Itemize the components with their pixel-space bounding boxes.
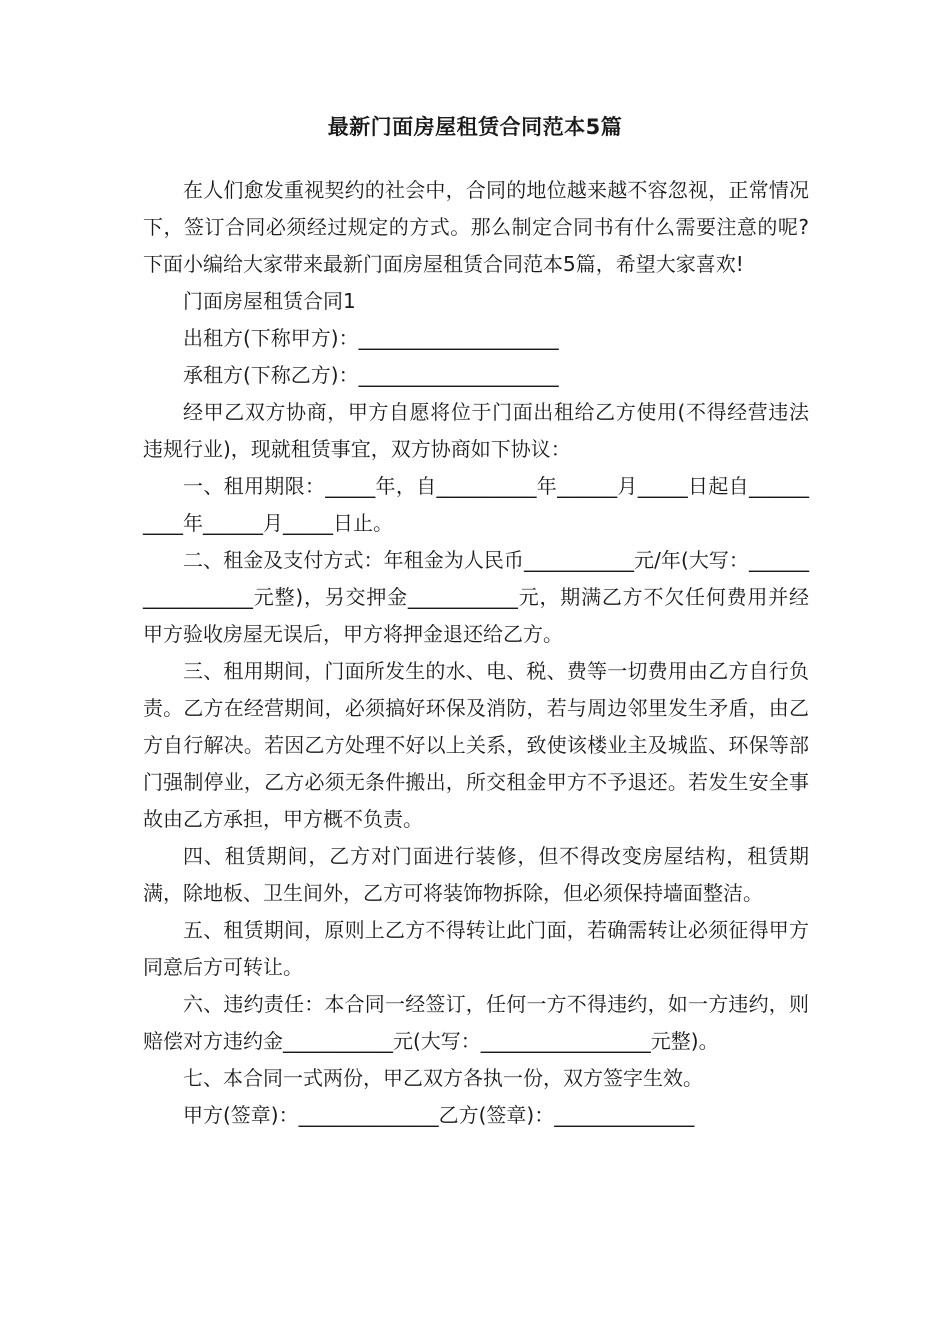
clause-3-expenses: 三、租用期间，门面所发生的水、电、税、费等一切费用由乙方自行负责。乙方在经营期间，必须搞好环保及消防，若与周边邻里发生矛盾，由乙方自行解决。若因乙方处理不好以上关系，致使该楼业主及城监、环保等部门强制停业，乙方必须无条件搬出，所交租金甲方不予退还。若发生安全事故由乙方承担，甲方概不负责。 <box>143 659 809 831</box>
clause-5-transfer: 五、租赁期间，原则上乙方不得转让此门面，若确需转让必须征得甲方同意后方可转让。 <box>143 918 809 979</box>
contract-heading: 门面房屋租赁合同1 <box>183 289 356 313</box>
clause-2-rent: 二、租金及支付方式：年租金为人民币___________元/年(大写：_________________元整)，另交押金___________元，期满乙方不欠任何费用并经甲方验收房屋无误后，甲方将押金退还给乙方。 <box>143 548 809 646</box>
preamble-paragraph: 经甲乙双方协商，甲方自愿将位于门面出租给乙方使用(不得经营违法违规行业)，现就租赁事宜，双方协商如下协议： <box>143 400 809 461</box>
signature-line: 甲方(签章)：______________乙方(签章)：______________ <box>183 1103 695 1127</box>
clause-7-copies: 七、本合同一式两份，甲乙双方各执一份，双方签字生效。 <box>183 1066 703 1090</box>
lessor-line: 出租方(下称甲方)：____________________ <box>183 326 559 350</box>
intro-paragraph: 在人们愈发重视契约的社会中，合同的地位越来越不容忽视，正常情况下，签订合同必须经过规定的方式。那么制定合同书有什么需要注意的呢?下面小编给大家带来最新门面房屋租赁合同范本5篇，希望大家喜欢! <box>143 178 809 276</box>
clause-1-term: 一、租用期限：_____年，自__________年______月_____日起自__________年______月_____日止。 <box>143 474 809 535</box>
clause-6-liability: 六、违约责任：本合同一经签订，任何一方不得违约，如一方违约，则赔偿对方违约金___________元(大写：_________________元整)。 <box>143 992 809 1053</box>
document-title: 最新门面房屋租赁合同范本5篇 <box>327 115 623 139</box>
clause-4-decoration: 四、租赁期间，乙方对门面进行装修，但不得改变房屋结构，租赁期满，除地板、卫生间外，乙方可将装饰物拆除，但必须保持墙面整洁。 <box>143 844 809 905</box>
lessee-line: 承租方(下称乙方)：____________________ <box>183 363 559 387</box>
document-body <box>143 172 809 1134</box>
